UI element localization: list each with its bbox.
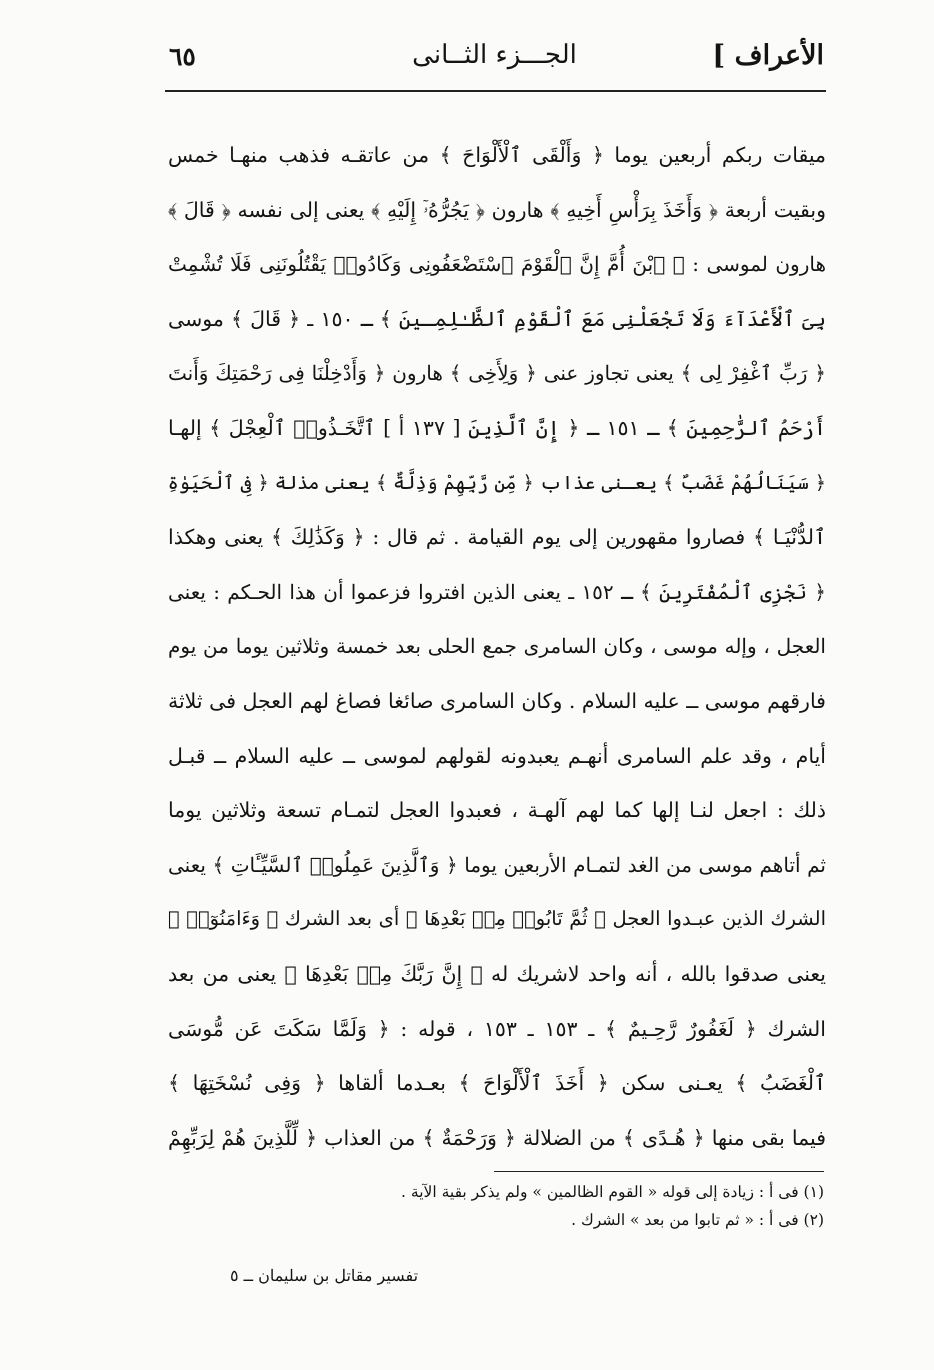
footnote: (٢) فى أ : « ثم تابوا من بعد » الشرك . <box>571 1211 824 1229</box>
footnote: (١) فى أ : زيادة إلى قوله « القوم الظالمين » ولم يذكر بقية الآية . <box>401 1183 824 1201</box>
footnotes <box>264 1178 824 1234</box>
body-text <box>168 128 826 1165</box>
page-number: ٦٥ <box>169 42 196 71</box>
text-line: ٱلدُّنْيَـا ﴾ فصاروا مقهورين إلى يوم القيامة . ثم قال : ﴿ وَكَذَٰلِكَ ﴾ يعنى وهكذا <box>168 525 826 550</box>
juz-title: الجـــزء الثــانى <box>412 40 577 70</box>
footnote-rule <box>494 1171 824 1172</box>
page-header <box>165 36 824 86</box>
text-line: أيام ، وقد علم السامرى أنهـم يعبدونه لقولهم لموسى ــ عليه السلام ــ قبـل <box>168 743 826 768</box>
text-line: ﴿ نَجْزِى ٱلْمُفْتَرِينَ ﴾ ـ ١٥٢ ـ يعنى الذين افتروا فزعموا أن هذا الحـكم : يعنى <box>168 579 826 604</box>
text-line: ٱلْغَضَبُ ﴾ يعـنى سكن ﴿ أَخَذَ ٱلْأَلْوَاحَ ﴾ بعـدما ألقاها ﴿ وَفِى نُسْخَتِهَا ﴾ <box>168 1071 826 1096</box>
surah-title: الأعراف ] <box>712 40 824 71</box>
text-line: ﴿ رَبِّ ٱغْفِرْ لِى ﴾ يعنى تجاوز عنى ﴿ وَلِأَخِى ﴾ هارون ﴿ وَأَدْخِلْنَا فِى رَحْمَتِكَ وَأَنتَ <box>168 361 826 386</box>
text-line: فارقهم موسى ــ عليه السلام . وكان السامرى صائغا فصاغ لهم العجل فى ثلاثة <box>168 688 826 713</box>
text-line: أَرْحَمُ ٱلرَّٰحِمِينَ ﴾ ـ ١٥١ ـ ﴿ إِنَّ ٱلَّذِينَ [ ١٣٧ أ ] ٱتَّخَـذُوا۟ ٱلْعِجْلَ ﴾ إلهـا <box>168 415 826 440</box>
text-line: ﴿ سَيَنَالُهُمْ غَضَبٌ ﴾ يعـنى عذاب ﴿ مِّن رَّبِّهِمْ وَذِلَّةٌ ﴾ يعنى مذلة ﴿ فِى ٱلْحَيَوٰةِ <box>168 471 826 494</box>
text-line: العجل ، وإله موسى ، وكان السامرى جمع الحلى بعد خمسة وثلاثين يوما من يوم <box>168 634 826 659</box>
text-line: وبقيت أربعة ﴿ وَأَخَذَ بِرَأْسِ أَخِيهِ ﴾ هارون ﴿ يَجُرُّهُۥٓ إِلَيْهِ ﴾ يعنى إلى نفسه ﴿ قَالَ ﴾ <box>168 197 826 222</box>
header-rule <box>165 90 826 92</box>
text-line: الشرك الذين عبـدوا العجل ﴿ ثُمَّ تَابُوا۟ مِنۢ بَعْدِهَا ﴾ أى بعد الشرك ﴿ وَءَامَنُوٓا۟ ﴾ <box>168 907 826 931</box>
text-line: بِىَ ٱلْأَعْدَآءَ وَلَا تَجْعَلْنِى مَعَ ٱلْقَوْمِ ٱلظَّـٰلِمِـينَ ﴾ ـ ١٥٠ ـ ﴿ قَالَ ﴾ موسى <box>168 306 826 331</box>
text-line: فيما بقى منها ﴿ هُـدًى ﴾ من الضلالة ﴿ وَرَحْمَةٌ ﴾ من العذاب ﴿ لِّلَّذِينَ هُمْ لِرَبِّهِمْ <box>168 1125 826 1150</box>
text-line: يعنى صدقوا بالله ، أنه واحد لاشريك له ﴿ إِنَّ رَبَّكَ مِنۢ بَعْدِهَا ﴾ يعنى من بعد <box>168 961 826 986</box>
text-line: ميقات ربكم أربعين يوما ﴿ وَأَلْقَى ٱلْأَلْوَاحَ ﴾ من عاتقـه فذهب منهـا خمس <box>168 143 826 167</box>
text-line: ثم أتاهم موسى من الغد لتمـام الأربعين يوما ﴿ وَٱلَّذِينَ عَمِلُوا۟ ٱلسَّيِّـَٔاتِ ﴾ يعنى <box>168 852 826 877</box>
text-line: هارون لموسى : ﴿ ٱبْنَ أُمَّ إِنَّ ٱلْقَوْمَ ٱسْتَضْعَفُونِى وَكَادُوا۟ يَقْتُلُونَنِى فَلَا تُشْمِتْ <box>168 252 826 277</box>
signature-line: تفسير مقاتل بن سليمان ــ ٥ <box>230 1266 419 1285</box>
text-line: ذلك : اجعل لنـا إلها كما لهم آلهـة ، فعبدوا العجل لتمـام تسعة وثلاثين يوما <box>168 798 826 823</box>
text-line: الشرك ﴿ لَغَفُورٌ رَّحِـيمٌ ﴾ ـ ١٥٣ ـ ١٥٣ ، قوله : ﴿ وَلَمَّا سَكَتَ عَن مُّوسَى <box>168 1016 826 1041</box>
